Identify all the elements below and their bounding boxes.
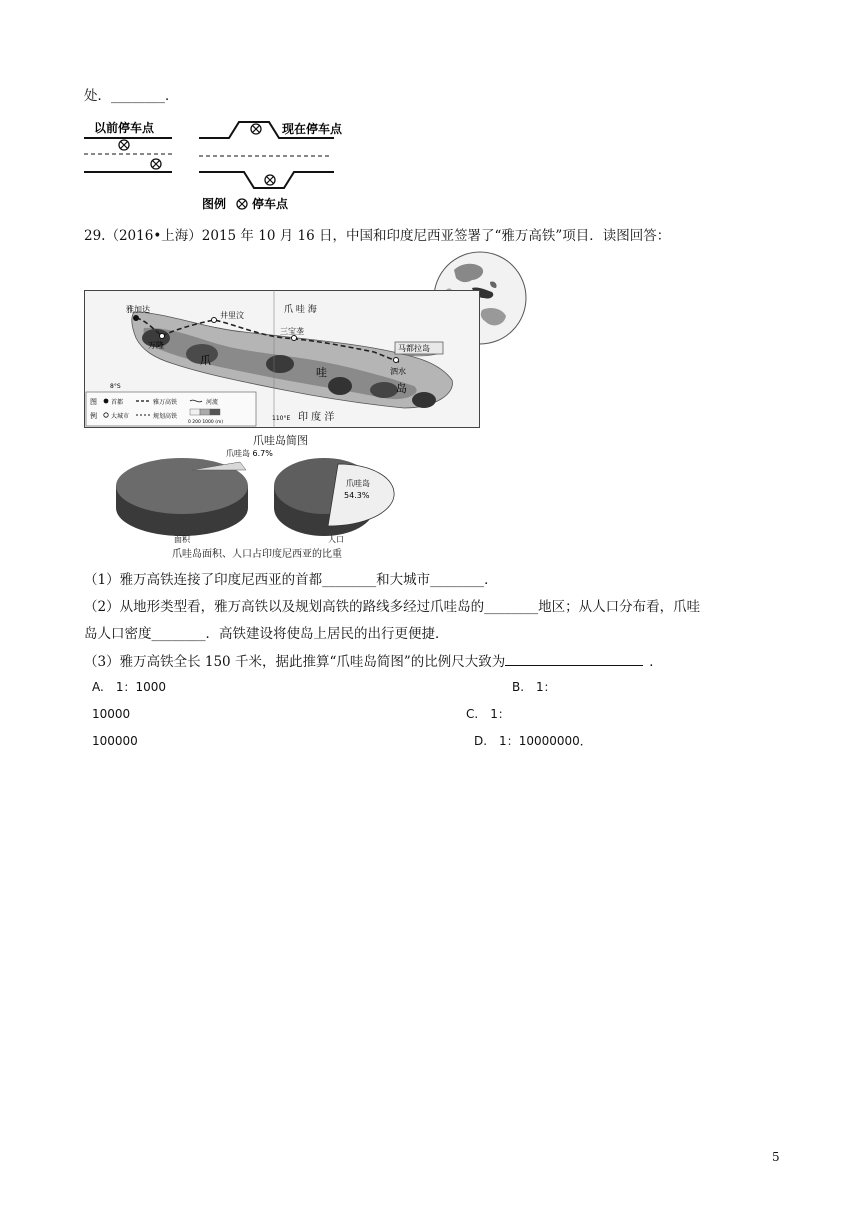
island-char-2: 哇: [316, 366, 327, 379]
city-jakarta: 雅加达: [126, 305, 150, 314]
option-d[interactable]: D. 1：10000000．: [474, 734, 592, 748]
now-stop-label: 现在停车点: [282, 122, 343, 136]
island-char-1: 爪: [200, 354, 211, 367]
legend-hsr: 雅万高铁: [153, 399, 178, 406]
q29-intro: 29.（2016•上海）2015 年 10 月 16 日，中国和印度尼西亚签署了“雅万高铁”项目．读图回答：: [84, 228, 671, 244]
legend-title-2: 例: [90, 412, 97, 420]
java-map: [84, 290, 480, 428]
pop-slice-label-1: 爪哇岛: [346, 479, 370, 488]
answer-blank[interactable]: [505, 653, 643, 666]
island-char-3: 岛: [396, 382, 407, 395]
area-pie: [116, 458, 248, 536]
city-bandung: 万隆: [148, 341, 164, 350]
city-surabaya: 泗水: [390, 367, 406, 376]
option-b[interactable]: B. 1：: [512, 680, 556, 694]
question-2-line-1: （2）从地形类型看，雅万高铁以及规划高铁的路线多经过爪哇岛的________地区；从人口分布看，爪哇: [84, 599, 701, 615]
stop-marker-icon: [119, 140, 129, 150]
ocean-south-label: 印 度 洋: [298, 412, 335, 423]
question-3: [84, 653, 663, 670]
legend-stop-icon: [237, 199, 247, 209]
legend-river: 河流: [206, 399, 219, 406]
lon-label: 110°E: [272, 415, 291, 422]
pie-caption: 爪哇岛面积、人口占印度尼西亚的比重: [172, 549, 342, 560]
pie-charts: [112, 446, 422, 558]
city-semarang: 三宝垄: [280, 327, 304, 336]
legend-stop-text: 停车点: [252, 197, 289, 211]
population-label: 人口: [328, 535, 344, 544]
lat-label: 8°S: [110, 383, 121, 390]
before-stop-label: 以前停车点: [94, 121, 155, 135]
legend-big-city: 大城市: [111, 413, 130, 420]
stop-marker-icon: [251, 124, 261, 134]
area-label: 面积: [174, 535, 190, 544]
question-3-text: （3）雅万高铁全长 150 千米，据此推算“爪哇岛简图”的比例尺大致为: [84, 654, 506, 670]
legend-elev: 0 200 1000 (m): [188, 420, 224, 425]
question-1: （1）雅万高铁连接了印度尼西亚的首都________和大城市________．: [84, 572, 498, 588]
stop-diagram: [84, 118, 346, 214]
option-a[interactable]: A. 1：1000: [92, 680, 166, 694]
stop-marker-icon: [151, 159, 161, 169]
option-c[interactable]: C. 1：: [466, 707, 510, 721]
map-caption: 爪哇岛简图: [253, 434, 308, 447]
question-3-end: ．: [649, 654, 663, 670]
area-slice-label: 爪哇岛 6.7%: [226, 449, 273, 458]
diagram-legend-label: 图例: [202, 197, 227, 211]
legend-title-1: 图: [90, 398, 97, 406]
page-number: 5: [772, 1150, 780, 1164]
legend-planned: 规划高铁: [153, 413, 178, 420]
option-c-continuation: 100000: [92, 734, 138, 748]
madura-label: 马都拉岛: [398, 344, 430, 353]
option-b-continuation: 10000: [92, 707, 131, 721]
prev-question-tail: 处．________．: [84, 88, 179, 104]
city-cirebon: 井里汶: [220, 311, 244, 320]
legend-capital: 首都: [111, 399, 124, 406]
population-pie: [274, 458, 394, 536]
pop-slice-label-2: 54.3%: [344, 491, 370, 500]
question-2-line-2: 岛人口密度________．高铁建设将使岛上居民的出行更便捷．: [84, 626, 449, 642]
sea-north-label: 爪 哇 海: [284, 305, 317, 315]
stop-marker-icon: [265, 175, 275, 185]
